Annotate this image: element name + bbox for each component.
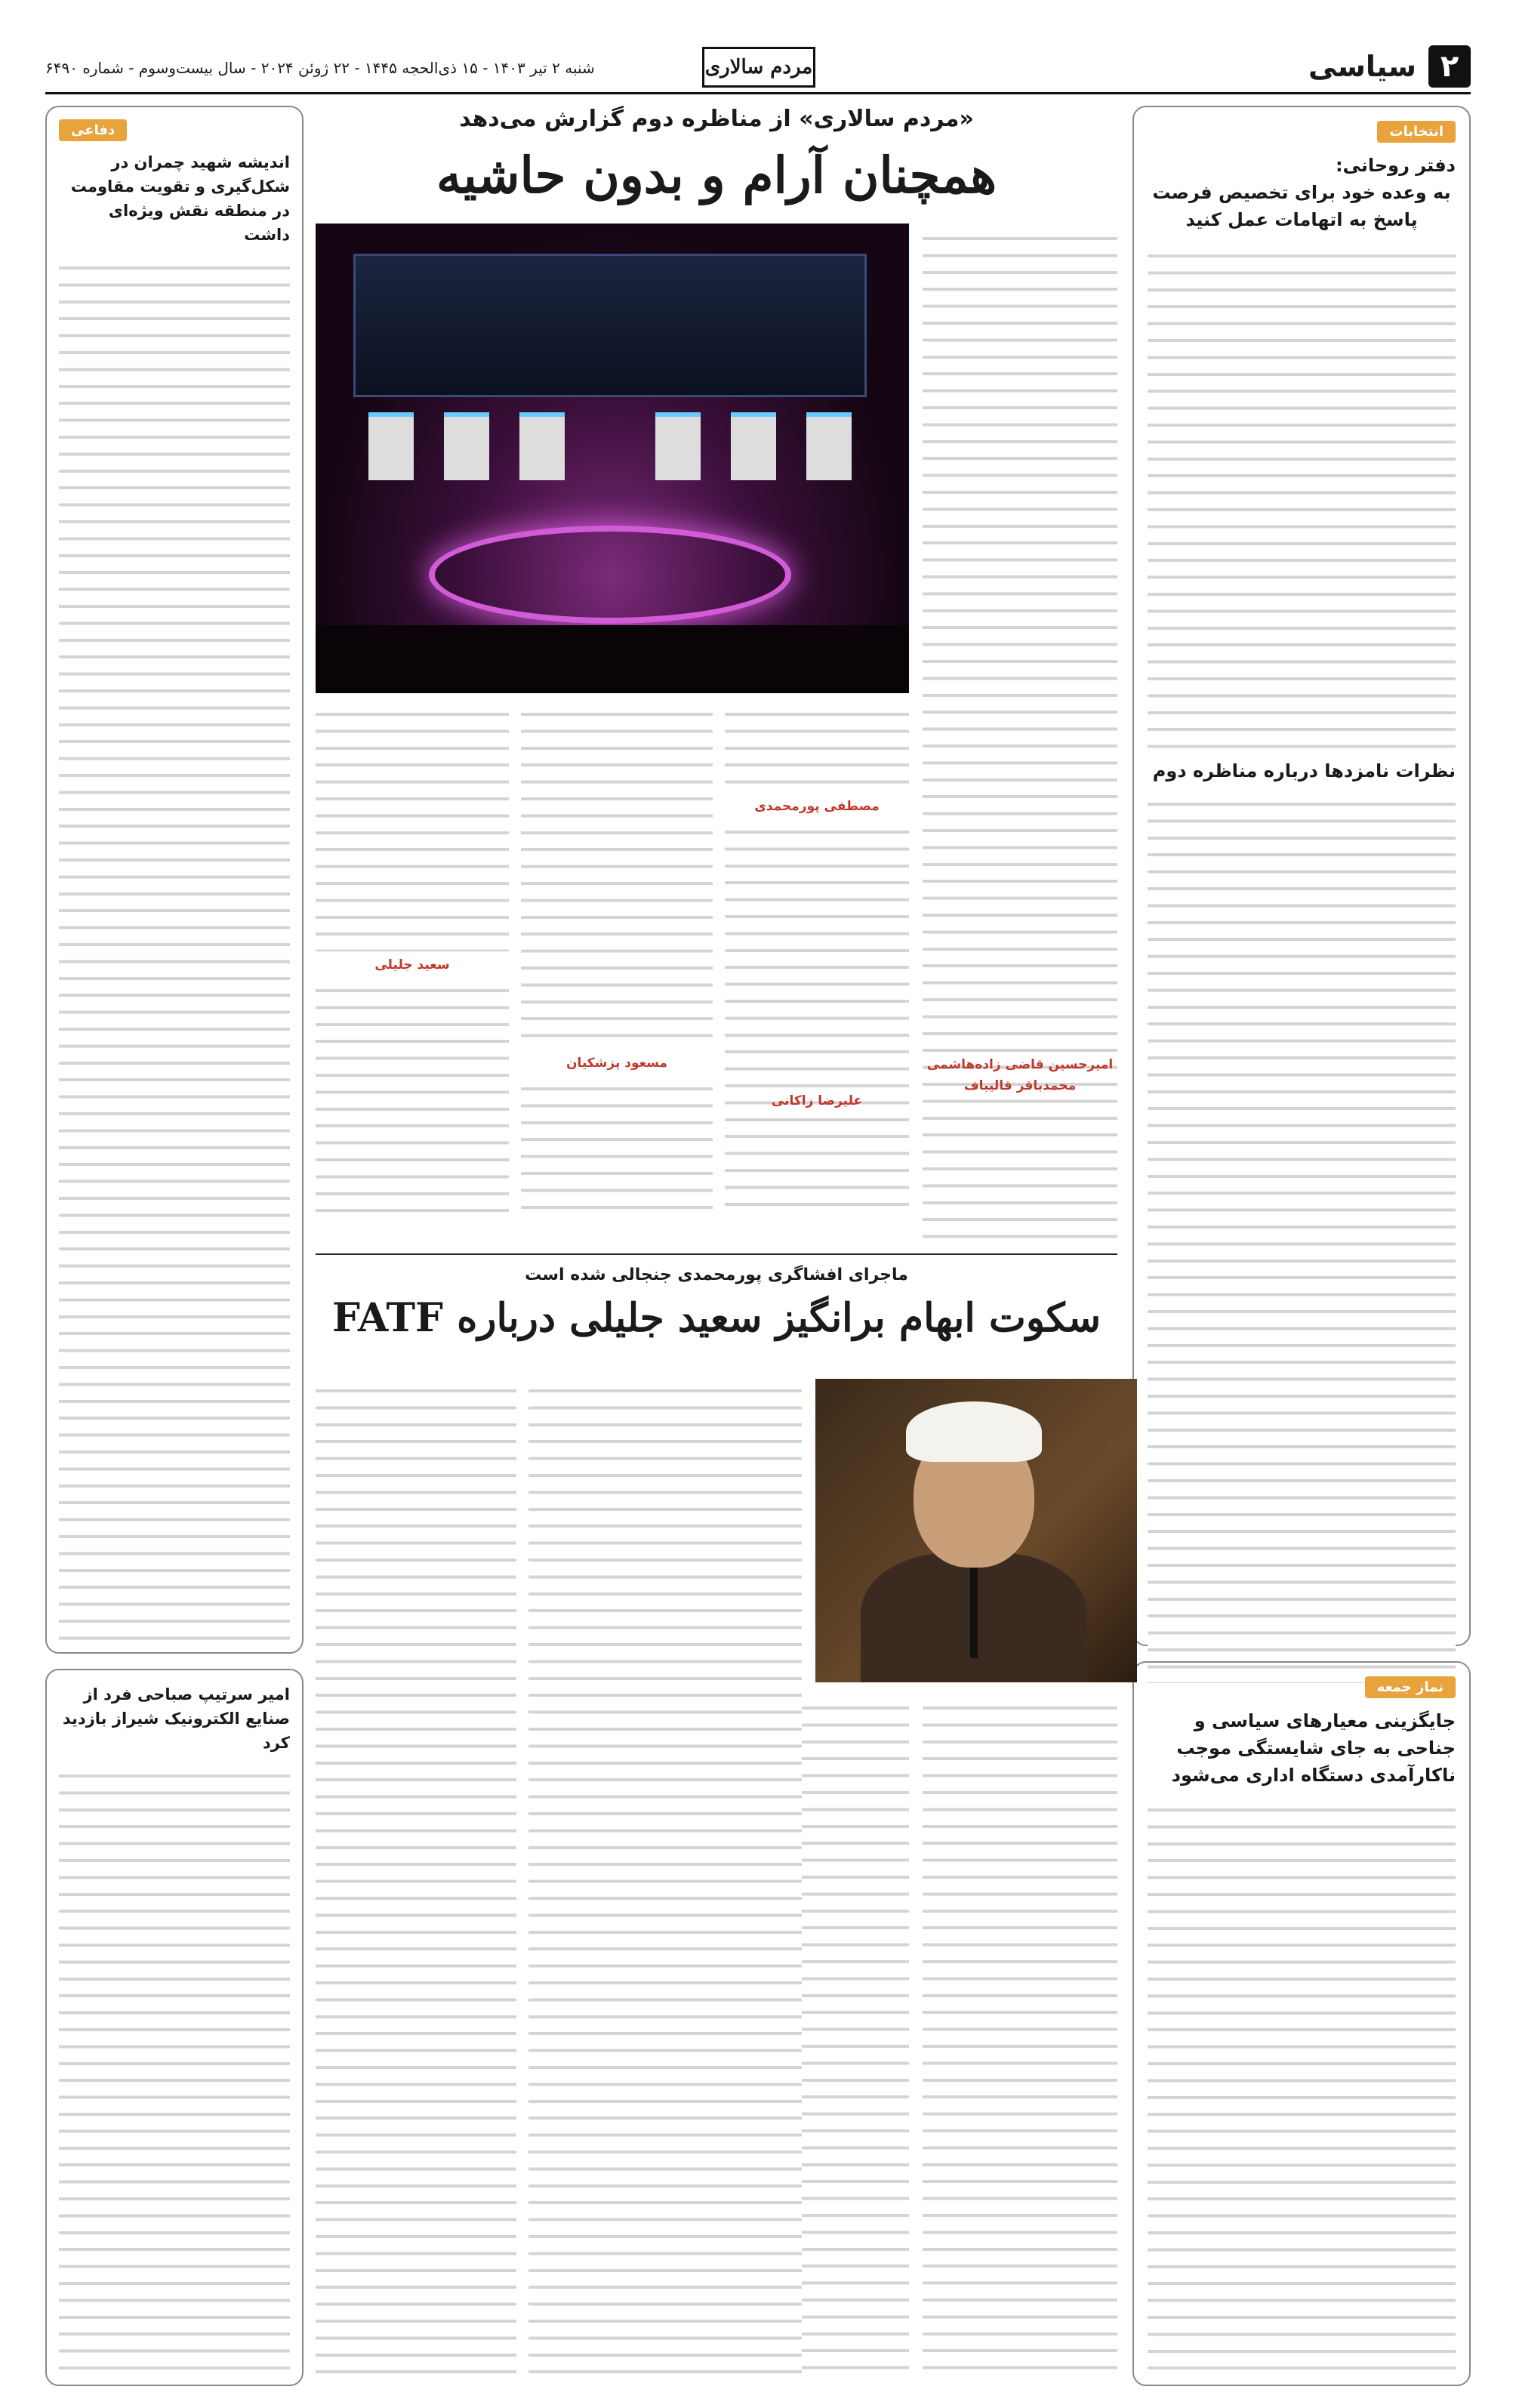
dateline: شنبه ۲ تیر ۱۴۰۳ - ۱۵ ذی‌الحجه ۱۴۴۵ - ۲۲ ژوئن ۲۰۲۴ - سال بیست‌وسوم - شماره ۶۴۹۰ [45,59,595,77]
right-bottom-headline: جایگزینی معیارهای سیاسی و جناحی به جای شایستگی موجب ناکارآمدی دستگاه اداری می‌شود [1171,1710,1456,1786]
left-bottom-body [59,1764,290,2383]
center-top-heading [316,106,1117,205]
microphone-icon [970,1568,978,1658]
debate-text-col-3 [521,702,713,1238]
masthead [0,0,1516,91]
left-headline: اندیشه شهید چمران در شکل‌گیری و تقویت مقاومت در منطقه نقش ویژه‌ای داشت [70,153,290,244]
byline-jalili: سعید جلیلی [374,957,450,973]
right-kicker: دفتر روحانی: [1335,155,1456,176]
podium [731,412,776,480]
studio-screen [353,254,867,397]
debate-kicker: «مردم سالاری» از مناظره دوم گزارش می‌دهد [459,106,974,132]
debate-bylines-col [923,770,1117,1099]
podium [519,412,565,480]
left-section-tag: دفاعی [59,119,127,141]
right-column [1132,106,1471,1646]
podium [806,412,852,480]
debate-text-col-4 [316,702,509,1238]
pourmohammadi-photo [815,1379,1137,1682]
byline-ghalibaf: محمدباقر قالیباف [963,1078,1077,1093]
left-bottom-box [45,1669,304,2386]
right-bottom-box [1132,1661,1471,2386]
debate-bylines-col-2 [725,1087,909,1115]
podium [655,412,701,480]
byline-pezeshkian: مسعود پزشکیان [565,1056,668,1071]
right-subheading: نظرات نامزدها درباره مناظره دوم [1152,760,1456,782]
studio-floor [316,625,909,693]
friday-prayer-tag: نماز جمعه [1365,1676,1456,1698]
fatf-text-col-4 [316,1379,516,2383]
newspaper-logo: مردم سالاری [702,47,815,88]
right-bottom-body [1148,1798,1456,2372]
fatf-text-col-3 [528,1379,802,2383]
page-number: ۲ [1428,45,1471,88]
podium [444,412,489,480]
fatf-kicker: ماجرای افشاگری پورمحمدی جنجالی شده است [525,1266,908,1284]
right-headline: به وعده خود برای تخصیص فرصت پاسخ به اتهامات عمل کنید [1152,182,1451,230]
byline-pourmohammadi: مصطفی پورمحمدی [754,799,880,814]
turban [906,1401,1042,1462]
right-section-tag: انتخابات [1377,121,1456,143]
podium [368,412,414,480]
debate-text-col-2 [725,702,909,1238]
fatf-text-col-1 [923,1696,1117,2383]
right-body-1 [1148,244,1456,750]
header-rule [45,92,1471,94]
debate-headline: همچنان آرام و بدون حاشیه [436,146,997,205]
stage-ring [429,526,791,624]
left-column [45,106,304,1654]
section-divider [316,1253,1117,1255]
left-bottom-headline: امیر سرتیپ صباحی فرد از صنایع الکترونیک شیراز بازدید کرد [62,1685,290,1752]
byline-zakani: علیرضا زاکانی [771,1093,863,1108]
left-body [59,256,290,1645]
fatf-headline: سکوت ابهام برانگیز سعید جلیلی درباره FATF [331,1295,1102,1341]
center-bottom-heading [316,1266,1117,1341]
debate-studio-photo [316,224,909,693]
section-name: سیاسی [1308,50,1416,83]
byline-ghazizadeh: امیرحسین قاضی زاده‌هاشمی [926,1057,1114,1072]
right-body-2 [1148,792,1456,1683]
